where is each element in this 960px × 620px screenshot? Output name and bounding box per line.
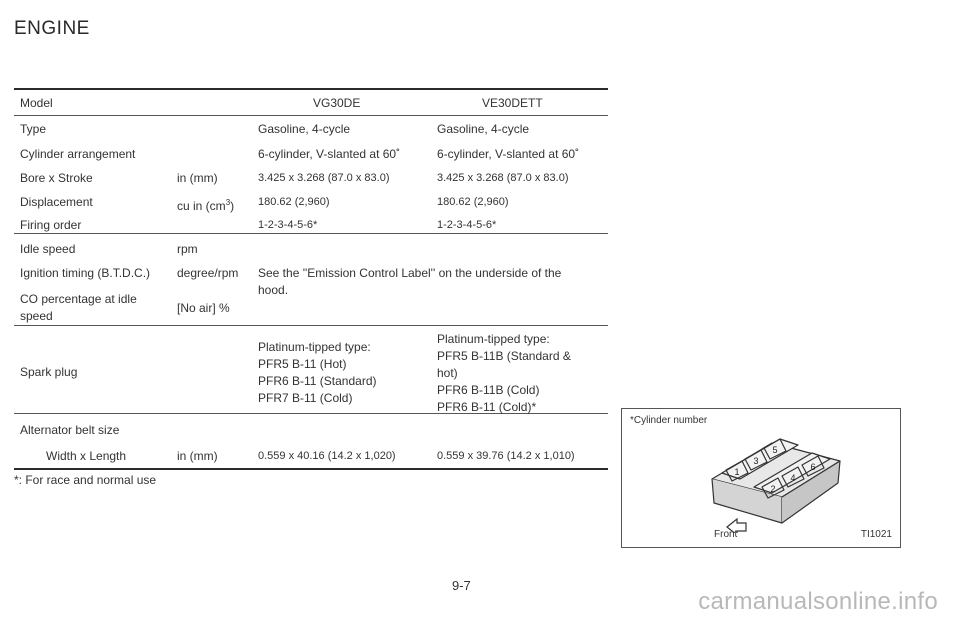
- type-label: Type: [20, 122, 47, 136]
- type-col1: Gasoline, 4-cycle: [258, 122, 351, 136]
- table-top-rule: [14, 88, 608, 90]
- displacement-unit: cu in $(cm^3)$: [177, 198, 235, 213]
- cylinder-arrangement-col1: 6-cylinder, V-slanted at 60˚: [258, 147, 401, 161]
- co-percentage-unit: [No air] %: [177, 301, 230, 315]
- bore-stroke-unit: in (mm): [177, 171, 218, 185]
- firing-order-label: Firing order: [20, 218, 82, 232]
- ignition-timing-unit: degree/rpm: [177, 266, 239, 280]
- spark-plug-col1-line: PFR7 B-11 (Cold): [258, 391, 353, 405]
- emission-note: See the ''Emission Control Label'' on the underside of the hood.: [258, 266, 562, 297]
- spark-plug-col2: [437, 331, 571, 416]
- spark-plug-col1-line: Platinum-tipped type:: [258, 340, 371, 354]
- spark-plug-col2-line: PFR6 B-11B (Cold): [437, 383, 540, 397]
- cylinder-number: 4: [790, 473, 796, 483]
- displacement-col1: 180.62 (2,960): [258, 196, 330, 208]
- figure-id: TI1021: [860, 529, 892, 540]
- cylinder-number: 5: [772, 445, 778, 455]
- figure-caption: *Cylinder number: [630, 415, 708, 426]
- header-rule: [14, 115, 608, 116]
- cylinder-arrangement-col2: 6-cylinder, V-slanted at 60˚: [437, 147, 580, 161]
- spark-plug-col2-line: Platinum-tipped type:: [437, 332, 550, 346]
- width-length-label: Width x Length: [46, 449, 127, 463]
- cylinder-arrangement-label: Cylinder arrangement: [20, 147, 136, 161]
- width-length-col1: 0.559 x 40.16 (14.2 x 1,020): [258, 450, 396, 462]
- firing-order-col2: 1-2-3-4-5-6*: [437, 219, 497, 231]
- type-col2: Gasoline, 4-cycle: [437, 122, 530, 136]
- spark-plug-col2-line: PFR5 B-11B (Standard &: [437, 349, 571, 363]
- bore-stroke-col2: 3.425 x 3.268 (87.0 x 83.0): [437, 172, 569, 184]
- front-label: Front: [714, 529, 738, 540]
- alternator-belt-label: Alternator belt size: [20, 423, 120, 437]
- displacement-label: Displacement: [20, 195, 93, 209]
- section-rule-2: [14, 325, 608, 326]
- page-number: 9-7: [452, 578, 471, 593]
- width-length-unit: in (mm): [177, 449, 218, 463]
- header-col1: VG30DE: [313, 96, 361, 110]
- footnote: *: For race and normal use: [14, 473, 157, 487]
- cylinder-number: 3: [753, 456, 759, 466]
- ignition-timing-label: Ignition timing (B.T.D.C.): [20, 266, 151, 280]
- cylinder-number: 6: [810, 462, 816, 472]
- cylinder-number: 2: [770, 484, 776, 494]
- bore-stroke-label: Bore x Stroke: [20, 171, 93, 185]
- page-title: ENGINE: [14, 18, 90, 39]
- header-model: Model: [20, 96, 53, 110]
- idle-speed-unit: rpm: [177, 242, 198, 256]
- header-col2: VE30DETT: [482, 96, 543, 110]
- displacement-col2: 180.62 (2,960): [437, 196, 509, 208]
- spark-plug-label: Spark plug: [20, 365, 78, 379]
- engine-block-illustration: [622, 423, 900, 533]
- co-percentage-label: CO percentage at idle speed: [20, 292, 137, 323]
- spark-plug-col1: [258, 339, 377, 407]
- spark-plug-col1-line: PFR6 B-11 (Standard): [258, 374, 377, 388]
- idle-speed-label: Idle speed: [20, 242, 76, 256]
- firing-order-col1: 1-2-3-4-5-6*: [258, 219, 318, 231]
- cylinder-figure: [621, 408, 901, 548]
- table-bottom-rule: [14, 468, 608, 470]
- bore-stroke-col1: 3.425 x 3.268 (87.0 x 83.0): [258, 172, 390, 184]
- spark-plug-col2-line: hot): [437, 366, 458, 380]
- spark-plug-col1-line: PFR5 B-11 (Hot): [258, 357, 347, 371]
- cylinder-number: 1: [734, 467, 740, 477]
- width-length-col2: 0.559 x 39.76 (14.2 x 1,010): [437, 450, 575, 462]
- spark-plug-col2-line: PFR6 B-11 (Cold)*: [437, 400, 537, 414]
- watermark: carmanualsonline.info: [698, 588, 938, 615]
